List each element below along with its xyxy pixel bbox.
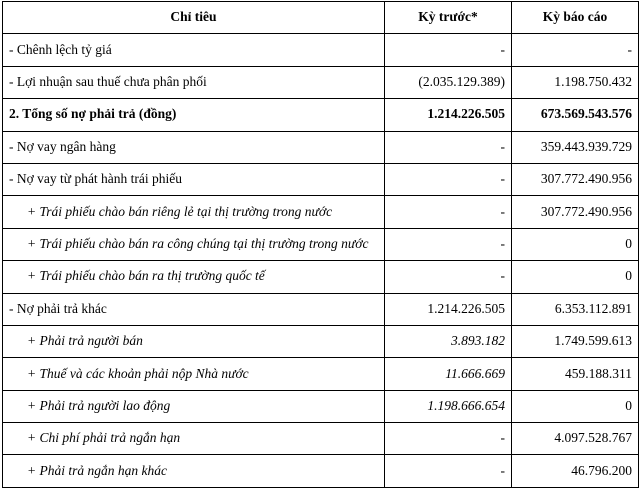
table-row (3, 423, 639, 455)
financial-table (2, 1, 639, 488)
row-curr-value: 459.188.311 (512, 358, 639, 390)
row-label: - Nợ phải trả khác (3, 293, 385, 325)
row-prev-value: - (385, 34, 512, 66)
row-curr-value: 0 (512, 390, 639, 422)
table-row-total-liabilities (3, 99, 639, 131)
row-prev-value: - (385, 455, 512, 487)
row-label: 2. Tổng số nợ phải trả (đồng) (3, 99, 385, 131)
table-row (3, 455, 639, 487)
row-curr-value: 1.749.599.613 (512, 325, 639, 357)
row-prev-value: - (385, 131, 512, 163)
header-report-period: Kỳ báo cáo (512, 2, 639, 34)
row-label: + Phải trả người bán (3, 325, 385, 357)
row-curr-value: 6.353.112.891 (512, 293, 639, 325)
row-label: + Chi phí phải trả ngắn hạn (3, 423, 385, 455)
row-prev-value: - (385, 261, 512, 293)
row-curr-value: 0 (512, 261, 639, 293)
header-prev-period: Kỳ trước* (385, 2, 512, 34)
row-curr-value: 0 (512, 228, 639, 260)
header-row (3, 2, 639, 34)
table-row (3, 196, 639, 228)
row-curr-value: 46.796.200 (512, 455, 639, 487)
row-label: - Nợ vay từ phát hành trái phiếu (3, 163, 385, 195)
row-curr-value: 4.097.528.767 (512, 423, 639, 455)
row-curr-value: 307.772.490.956 (512, 163, 639, 195)
row-label: + Trái phiếu chào bán ra công chúng tại thị trường trong nước (3, 228, 385, 260)
row-prev-value: - (385, 163, 512, 195)
table-row (3, 131, 639, 163)
row-label: - Nợ vay ngân hàng (3, 131, 385, 163)
header-label: Chỉ tiêu (3, 2, 385, 34)
row-prev-value: - (385, 228, 512, 260)
table-row (3, 390, 639, 422)
table-row (3, 325, 639, 357)
row-label: + Trái phiếu chào bán riêng lẻ tại thị trường trong nước (3, 196, 385, 228)
row-label: + Trái phiếu chào bán ra thị trường quốc tế (3, 261, 385, 293)
row-prev-value: (2.035.129.389) (385, 66, 512, 98)
row-curr-value: 359.443.939.729 (512, 131, 639, 163)
row-curr-value: - (512, 34, 639, 66)
row-curr-value: 1.198.750.432 (512, 66, 639, 98)
table-row (3, 34, 639, 66)
row-label: - Lợi nhuận sau thuế chưa phân phối (3, 66, 385, 98)
row-prev-value: 1.214.226.505 (385, 293, 512, 325)
row-prev-value: 1.214.226.505 (385, 99, 512, 131)
table-row (3, 66, 639, 98)
row-prev-value: 3.893.182 (385, 325, 512, 357)
row-prev-value: 11.666.669 (385, 358, 512, 390)
row-label: + Thuế và các khoản phải nộp Nhà nước (3, 358, 385, 390)
row-curr-value: 673.569.543.576 (512, 99, 639, 131)
row-prev-value: - (385, 423, 512, 455)
row-prev-value: 1.198.666.654 (385, 390, 512, 422)
table-row (3, 261, 639, 293)
row-label: + Phải trả người lao động (3, 390, 385, 422)
table-row (3, 228, 639, 260)
row-label: + Phải trả ngắn hạn khác (3, 455, 385, 487)
table-row (3, 293, 639, 325)
table-row (3, 163, 639, 195)
table-row (3, 358, 639, 390)
row-label: - Chênh lệch tỷ giá (3, 34, 385, 66)
row-prev-value: - (385, 196, 512, 228)
row-curr-value: 307.772.490.956 (512, 196, 639, 228)
